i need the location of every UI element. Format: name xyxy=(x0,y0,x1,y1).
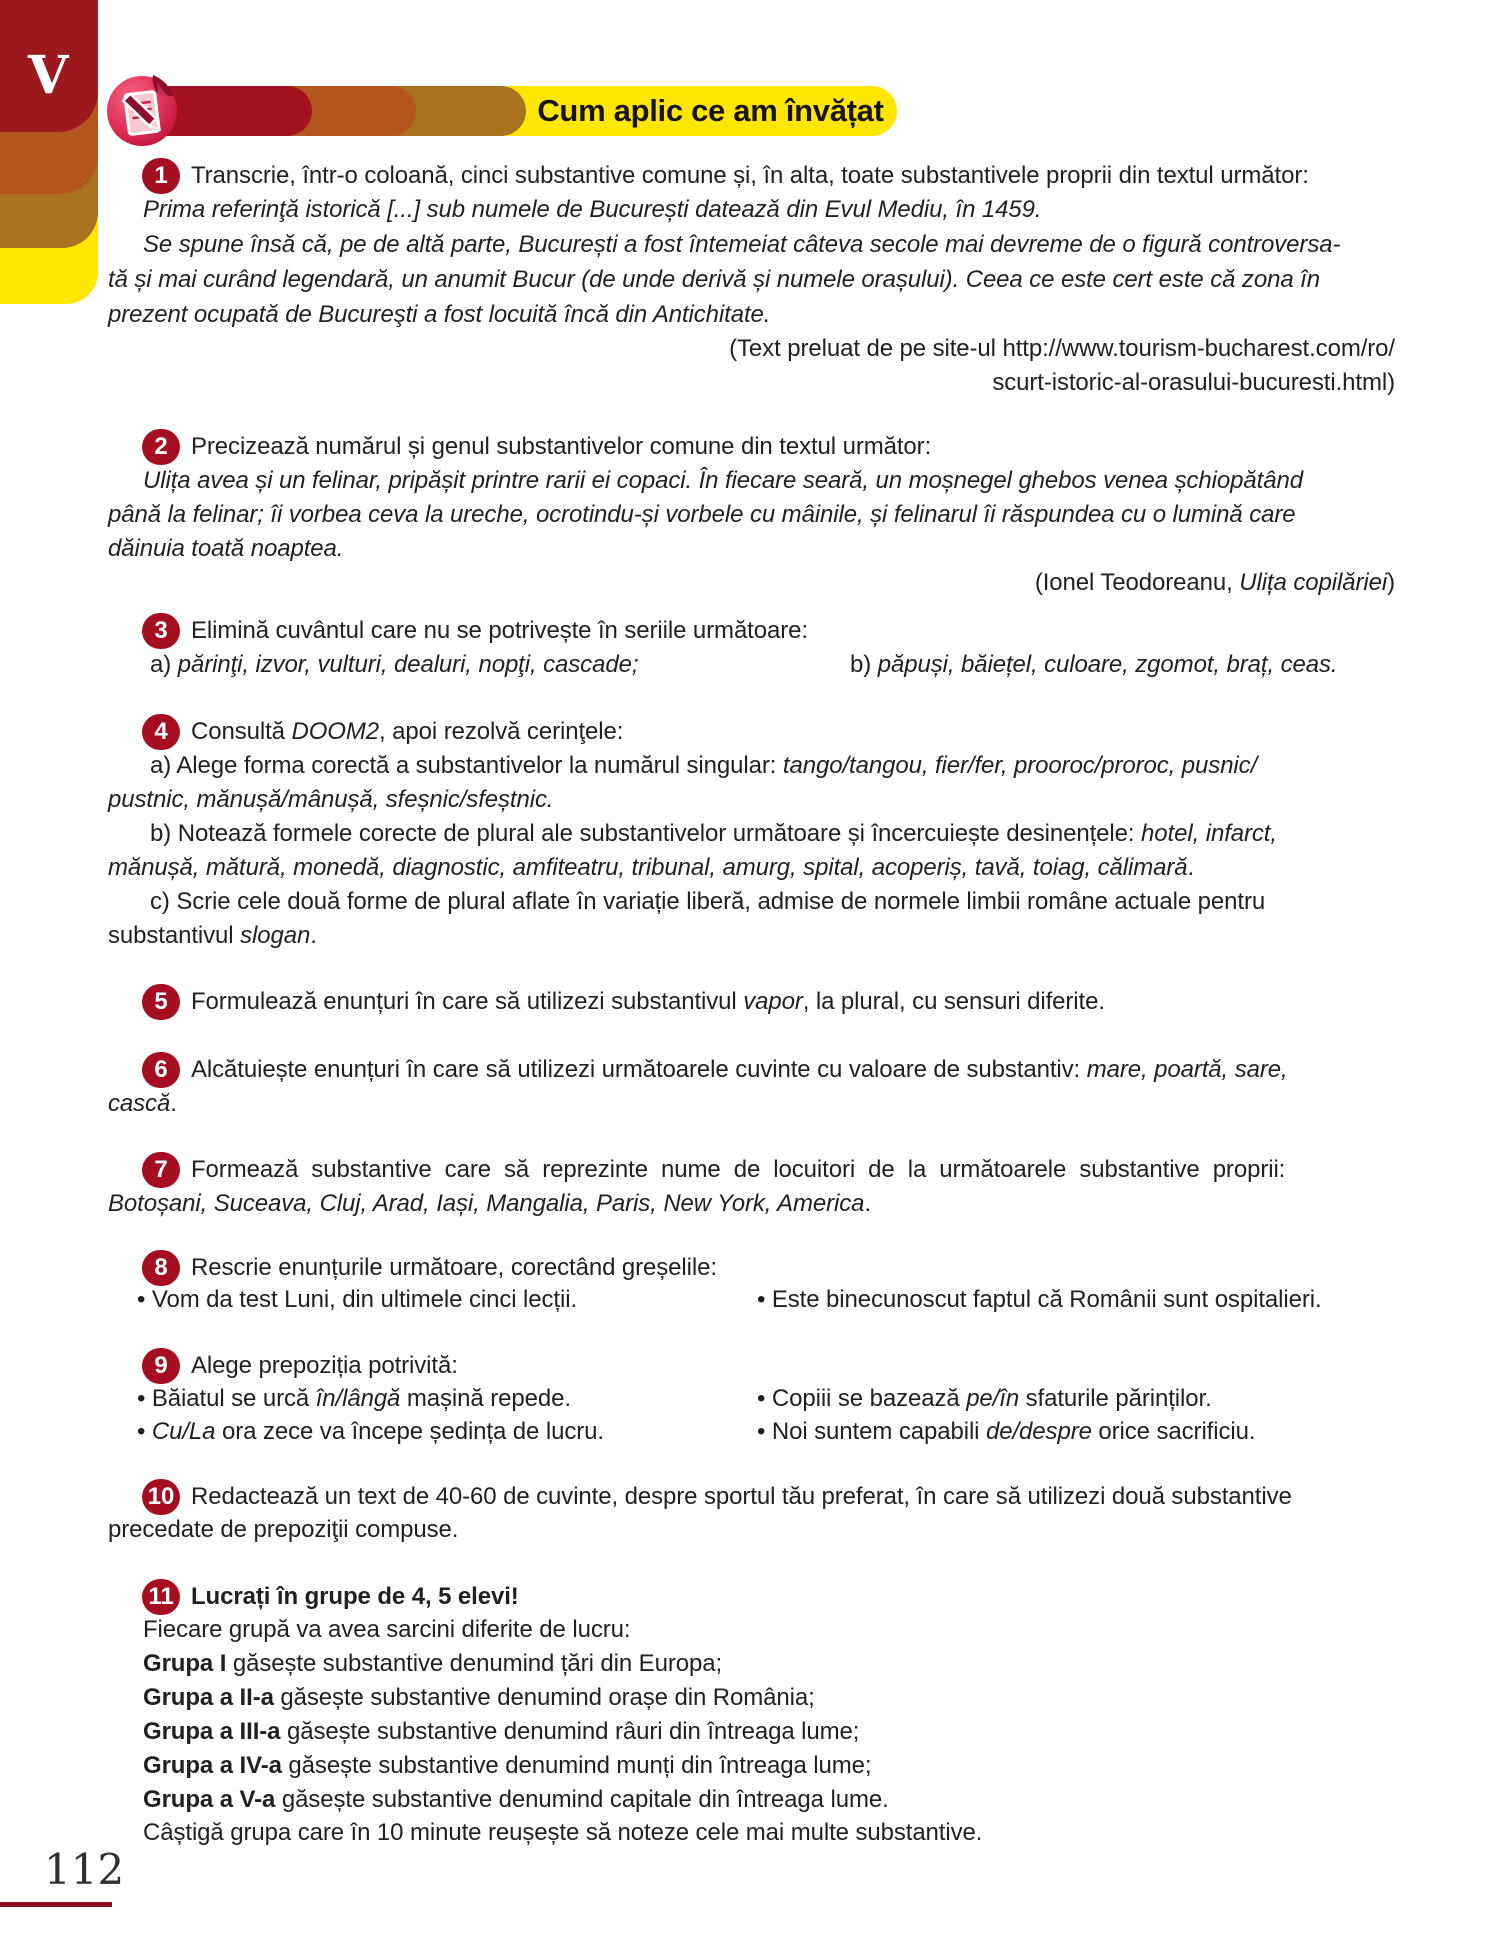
bullet-item: • Băiatul se urcă în/lângă mașină repede. xyxy=(137,1385,571,1412)
exercise-1-line: 1 Transcrie, într-o coloană, cinci substantive comune și, în alta, toate substantivele proprii din textul următor: xyxy=(142,158,1309,194)
list-item-b: b) păpuși, băiețel, culoare, zgomot, braț, ceas. xyxy=(850,651,1338,678)
exercise-6-line: 6 Alcătuiește enunțuri în care să utilizezi următoarele cuvinte cu valoare de substantiv: mare, poartă, sare, xyxy=(142,1052,1288,1088)
source-line: (Ionel Teodoreanu, Ulița copilăriei) xyxy=(1034,569,1395,596)
quote-line: Ulița avea și un felinar, pripășit printre rarii ei copaci. În fiecare seară, un moșnegel ghebos venea șchiopătând xyxy=(143,467,1303,494)
sub-item-c-cont: substantivul slogan. xyxy=(108,922,317,949)
source-line: scurt-istoric-al-orasului-bucuresti.html) xyxy=(992,369,1395,396)
quote-line: tă și mai curând legendară, un anumit Bucur (de unde derivă și numele orașului). Ceea ce este cert este că zona în xyxy=(108,266,1320,293)
exercise-10-cont: precedate de prepoziţii compuse. xyxy=(108,1516,459,1543)
exercise-5-line: 5 Formulează enunțuri în care să utilizezi substantivul vapor, la plural, cu sensuri diferite. xyxy=(142,984,1105,1020)
sub-item-a-cont: pustnic, mănușă/mânușă, sfeșnic/sfeștnic. xyxy=(108,786,554,813)
exercise-number-badge: 8 xyxy=(142,1250,180,1286)
exercise-9-line: 9 Alege prepoziția potrivită: xyxy=(142,1348,458,1384)
exercise-number-badge: 10 xyxy=(142,1479,180,1515)
group-task: Grupa I găsește substantive denumind țări din Europa; xyxy=(143,1650,723,1677)
source-line: (Text preluat de pe site-ul http://www.tourism-bucharest.com/ro/ xyxy=(729,335,1395,362)
exercise-7-cont: Botoșani, Suceava, Cluj, Arad, Iași, Mangalia, Paris, New York, America. xyxy=(108,1190,871,1217)
page-title: Cum aplic ce am învățat xyxy=(537,93,884,128)
exercise-11-line: 11 Lucrați în grupe de 4, 5 elevi! xyxy=(142,1579,519,1615)
bullet-item: • Copiii se bazează pe/în sfaturile părinților. xyxy=(757,1385,1212,1412)
exercise-number-badge: 5 xyxy=(142,984,180,1020)
exercise-11-closing: Câștigă grupa care în 10 minute reușește să noteze cele mai multe substantive. xyxy=(143,1819,983,1846)
exercise-number-badge: 6 xyxy=(142,1052,180,1088)
sub-item-a: a) Alege forma corectă a substantivelor la numărul singular: tango/tangou, fier/fer, prooroc/proroc, pusnic/ xyxy=(150,752,1258,779)
list-item-a: a) părinţi, izvor, vulturi, dealuri, nopţi, cascade; xyxy=(150,651,639,678)
sub-item-b: b) Notează formele corecte de plural ale substantivelor următoare și încercuiește desinențele: hotel, infarct, xyxy=(150,820,1277,847)
notepad-pencil-icon xyxy=(104,72,180,153)
exercise-10-line: 10 Redactează un text de 40-60 de cuvinte, despre sportul tău preferat, în care să utilizezi două substantive xyxy=(142,1479,1292,1515)
exercise-number-badge: 11 xyxy=(142,1579,180,1615)
quote-line: până la felinar; îi vorbea ceva la ureche, ocrotindu-și vorbele cu mâinile, și felinarul îi răspundea cu o lumină care xyxy=(108,501,1296,528)
quote-line: Se spune însă că, pe de altă parte, București a fost întemeiat câteva secole mai devreme de o figură controversa- xyxy=(143,231,1341,258)
exercise-number-badge: 2 xyxy=(142,429,180,465)
page-number-underline xyxy=(0,1902,112,1907)
exercise-number-badge: 1 xyxy=(142,158,180,194)
exercise-6-cont: cască. xyxy=(108,1090,177,1117)
quote-line: dăinuia toată noaptea. xyxy=(108,535,344,562)
bullet-item: • Vom da test Luni, din ultimele cinci lecții. xyxy=(137,1286,578,1313)
exercise-2-line: 2 Precizează numărul și genul substantivelor comune din textul următor: xyxy=(142,429,931,465)
exercise-8-line: 8 Rescrie enunțurile următoare, corectând greșelile: xyxy=(142,1250,717,1286)
chapter-letter: V xyxy=(28,45,69,106)
exercise-number-badge: 7 xyxy=(142,1152,180,1188)
group-task: Grupa a III-a găsește substantive denumind râuri din întreaga lume; xyxy=(143,1718,860,1745)
exercise-11-cont: Fiecare grupă va avea sarcini diferite de lucru: xyxy=(143,1616,631,1643)
exercise-7-line: 7 Formează substantive care să reprezinte nume de locuitori de la următoarele substantive proprii: xyxy=(142,1152,1285,1188)
exercise-3-line: 3 Elimină cuvântul care nu se potrivește în seriile următoare: xyxy=(142,613,808,649)
exercise-number-badge: 9 xyxy=(142,1348,180,1384)
sub-item-c: c) Scrie cele două forme de plural aflate în variație liberă, admise de normele limbii române actuale pentru xyxy=(150,888,1266,915)
bullet-item: • Noi suntem capabili de/despre orice sacrificiu. xyxy=(757,1418,1256,1445)
exercise-number-badge: 4 xyxy=(142,714,180,750)
group-task: Grupa a IV-a găsește substantive denumind munți din întreaga lume; xyxy=(143,1752,872,1779)
exercise-number-badge: 3 xyxy=(142,613,180,649)
exercise-4-line: 4 Consultă DOOM2, apoi rezolvă cerinţele: xyxy=(142,714,623,750)
group-task: Grupa a V-a găsește substantive denumind capitale din întreaga lume. xyxy=(143,1786,889,1813)
quote-line: prezent ocupată de Bucureşti a fost locuită încă din Antichitate. xyxy=(108,301,771,328)
page-number: 112 xyxy=(44,1845,125,1894)
group-task: Grupa a II-a găsește substantive denumind orașe din România; xyxy=(143,1684,815,1711)
bullet-item: • Cu/La ora zece va începe ședința de lucru. xyxy=(137,1418,604,1445)
bullet-item: • Este binecunoscut faptul că Românii sunt ospitalieri. xyxy=(757,1286,1322,1313)
sub-item-b-cont: mănușă, mătură, monedă, diagnostic, amfiteatru, tribunal, amurg, spital, acoperiș, tavă, toiag, călimară. xyxy=(108,854,1195,881)
quote-line: Prima referinţă istorică [...] sub numele de București datează din Evul Mediu, în 1459. xyxy=(143,196,1042,223)
